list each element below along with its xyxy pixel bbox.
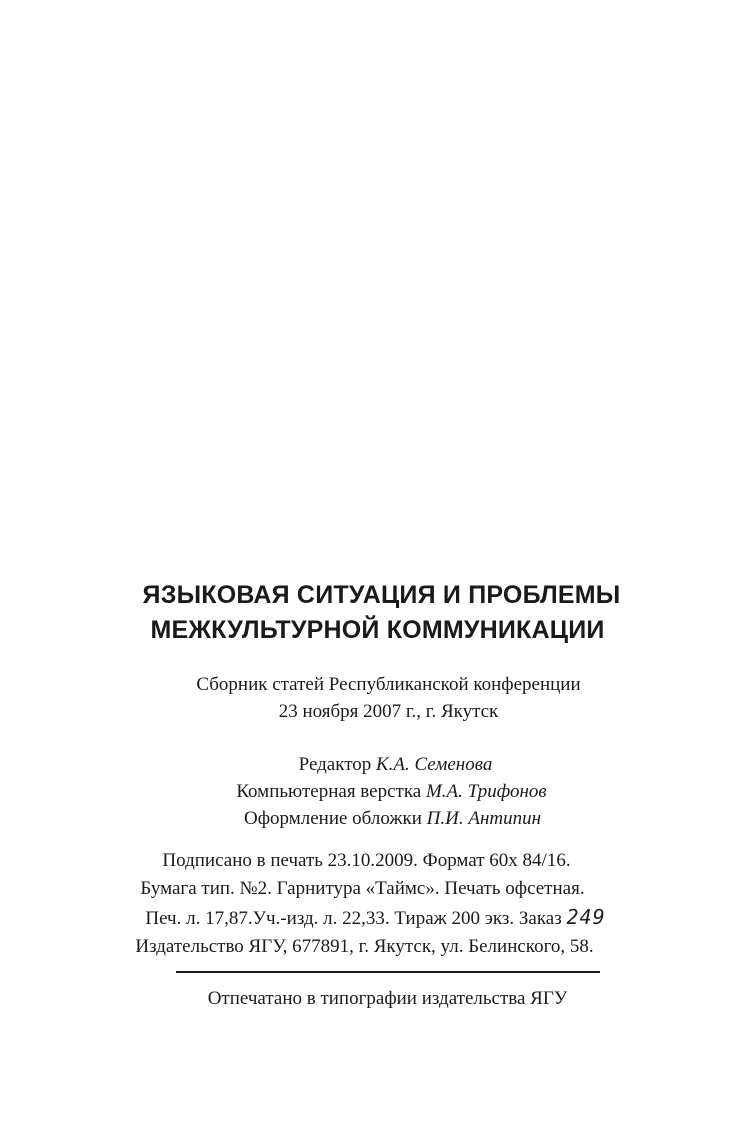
conference-date-place: 23 ноября 2007 г., г. Якутск	[278, 701, 499, 722]
editor-name: К.А. Семенова	[376, 754, 493, 775]
collection-description: Сборник статей Республиканской конференции	[196, 674, 581, 695]
book-title	[0, 578, 745, 648]
printed-at-text: Отпечатано в типографии издательства ЯГУ	[207, 988, 568, 1009]
horizontal-divider	[176, 971, 600, 973]
editor-label: Редактор	[298, 754, 372, 775]
imprint-sheets-run	[6, 903, 745, 933]
collection-info	[0, 671, 745, 725]
book-title-line-2: МЕЖКУЛЬТУРНОЙ КОММУНИКАЦИИ	[150, 616, 605, 644]
editor-credit	[46, 751, 745, 778]
layout-credit	[38, 778, 745, 805]
cover-credit	[40, 805, 745, 832]
book-title-line-1: ЯЗЫКОВАЯ СИТУАЦИЯ И ПРОБЛЕМЫ	[142, 581, 621, 609]
imprint-signed-format: Подписано в печать 23.10.2009. Формат 60х 84/16.	[162, 850, 571, 871]
layout-name: М.А. Трифонов	[425, 781, 547, 802]
imprint-publisher-address: Издательство ЯГУ, 677891, г. Якутск, ул. Белинского, 58.	[135, 936, 594, 957]
cover-label: Оформление обложки	[243, 808, 422, 829]
cover-name: П.И. Антипин	[426, 808, 542, 829]
publication-imprint	[0, 847, 745, 961]
credits	[0, 751, 745, 832]
printer-note	[0, 985, 745, 1012]
order-number-handwritten: 249	[566, 905, 606, 929]
imprint-paper-font: Бумага тип. №2. Гарнитура «Таймс». Печать офсетная.	[140, 878, 585, 899]
layout-label: Компьютерная верстка	[236, 781, 422, 802]
imprint-sheets-text: Печ. л. 17,87.Уч.-изд. л. 22,33. Тираж 200 экз. Заказ	[145, 908, 562, 929]
